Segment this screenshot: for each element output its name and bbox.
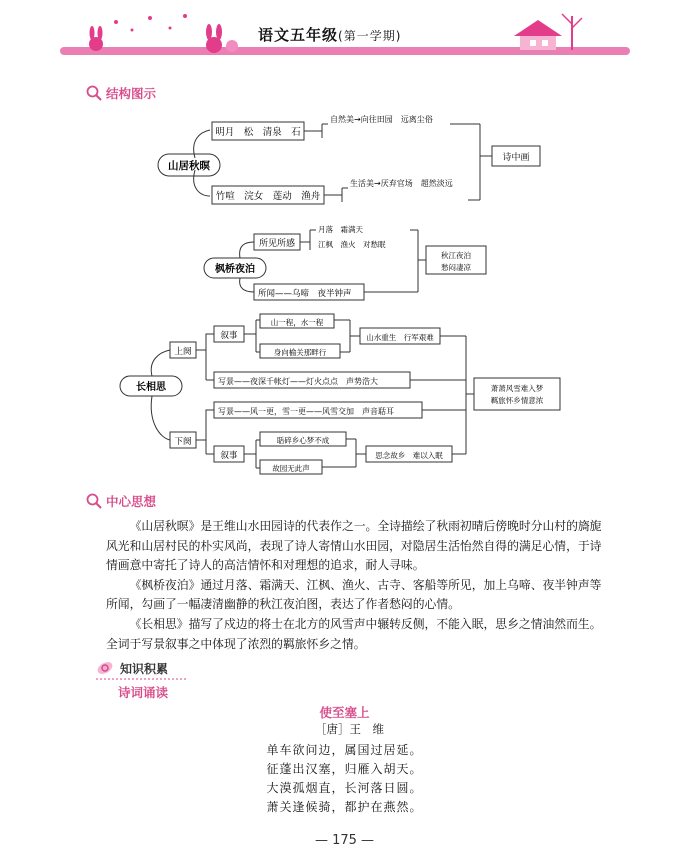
diagram2-seen-line1: 月落 霜满天 [318, 225, 363, 234]
poem-line: 萧关逢候骑，都护在燕然。 [266, 800, 423, 814]
page-number: — 175 — [314, 833, 375, 848]
diagram1-result: 诗中画 [502, 153, 530, 163]
diagram-changxiangsi [110, 312, 590, 480]
diagram1-bottom-items: 竹喧 浣女 莲动 渔舟 [215, 191, 321, 202]
house-icon [514, 20, 562, 50]
diagram2-seen: 所见所感 [258, 239, 296, 249]
diagram2-seen-line2: 江枫 渔火 对愁眠 [318, 240, 386, 249]
magnifier-icon [86, 493, 102, 509]
diagram3-lower-scene: 写景——风一更，雪一更——风雪交加 声音聒耳 [218, 407, 394, 416]
tree-icon [562, 14, 582, 50]
diagram2-root: 枫桥夜泊 [215, 264, 255, 275]
diagram3-lower: 下阕 [174, 437, 192, 447]
page-header [0, 0, 689, 62]
central-idea-paragraph: 《枫桥夜泊》通过月落、霜满天、江枫、渔火、古寺、客船等所见，加上乌啼、夜半钟声等所闻，勾画了一幅凄清幽静的秋江夜泊图，表达了作者愁闷的心情。 [106, 577, 602, 612]
diagram3-upper-narrate: 叙事 [220, 331, 238, 341]
diagram3-result-line1: 萧萧风雪难入梦 [490, 384, 544, 393]
diagram3-lower-narr2: 故园无此声 [272, 464, 310, 473]
diagram3-upper-narr2: 身向榆关那畔行 [273, 348, 327, 357]
section-central-idea-title: 中心思想 [106, 494, 157, 509]
book-title-text: 语文五年级 [258, 26, 339, 44]
diagram1-root: 山居秋暝 [168, 160, 210, 172]
central-idea-paragraph: 《山居秋暝》是王维山水田园诗的代表作之一。全诗描绘了秋雨初晴后傍晚时分山村的旖旎风光和山居村民的朴实风尚，表现了诗人寄情山水田园，对隐居生活怡然自得的满足心情，于诗情画意中寄托了诗人的高洁情怀和对理想的追求，耐人寻味。 [106, 519, 602, 573]
diagram3-upper-result: 山水重生 行军艰难 [366, 333, 434, 342]
diagram3-root: 长相思 [136, 382, 166, 393]
diagram-fengqiao [200, 222, 500, 308]
section-structure-heading [86, 84, 156, 102]
diagram1-bottom-note: 生活美→厌弃官场 超然淡远 [350, 179, 453, 188]
central-idea-paragraph: 《长相思》描写了戍边的将士在北方的风雪声中辗转反侧，不能入眠，思乡之情油然而生。全词于写景叙事之中体现了浓烈的羁旅怀乡之情。 [106, 616, 602, 651]
diagram3-result-line2: 羁旅怀乡情意浓 [490, 396, 544, 405]
poem-title: 使至塞上 [319, 705, 370, 720]
poem-line: 征蓬出汉塞，归雁入胡天。 [266, 762, 423, 776]
knowledge-underline [96, 678, 186, 681]
book-title [258, 24, 401, 45]
diagram2-result-line2: 愁闷凄凉 [441, 263, 471, 272]
diagram2-result-line1: 秋江夜泊 [441, 251, 471, 260]
diagram3-lower-narr1: 聒碎乡心梦不成 [276, 436, 330, 445]
diagram1-top-note: 自然美→向往田园 远离尘俗 [330, 115, 433, 124]
poem-line: 大漠孤烟直，长河落日圆。 [266, 781, 423, 795]
poem-author: ［唐］王 维 [315, 722, 384, 736]
leaf-icon [96, 659, 114, 677]
diagram3-lower-narrate: 叙事 [220, 451, 238, 461]
section-knowledge-heading [96, 659, 168, 677]
recitation-subheading: 诗词诵读 [118, 685, 169, 700]
diagram3-lower-result: 思念故乡 难以入眠 [375, 451, 443, 460]
poem-line: 单车欲问边，属国过居延。 [266, 743, 423, 757]
section-central-idea-heading [86, 492, 156, 510]
diagram3-upper-narr1: 山一程，水一程 [270, 318, 324, 327]
section-structure-title: 结构图示 [106, 86, 157, 101]
diagram3-upper-scene: 写景——夜深千帐灯——灯火点点 声势浩大 [218, 377, 378, 386]
diagram2-heard: 所闻——乌啼 夜半钟声 [258, 289, 352, 299]
diagram1-top-items: 明月 松 清泉 石 [215, 127, 301, 138]
magnifier-icon [86, 85, 102, 101]
diagram-shanju [150, 110, 550, 210]
central-idea-text [106, 517, 611, 654]
term-text: (第一学期) [338, 29, 402, 43]
star-icon [114, 14, 187, 32]
section-knowledge-title: 知识积累 [120, 661, 169, 676]
diagram3-upper: 上阕 [174, 347, 192, 357]
